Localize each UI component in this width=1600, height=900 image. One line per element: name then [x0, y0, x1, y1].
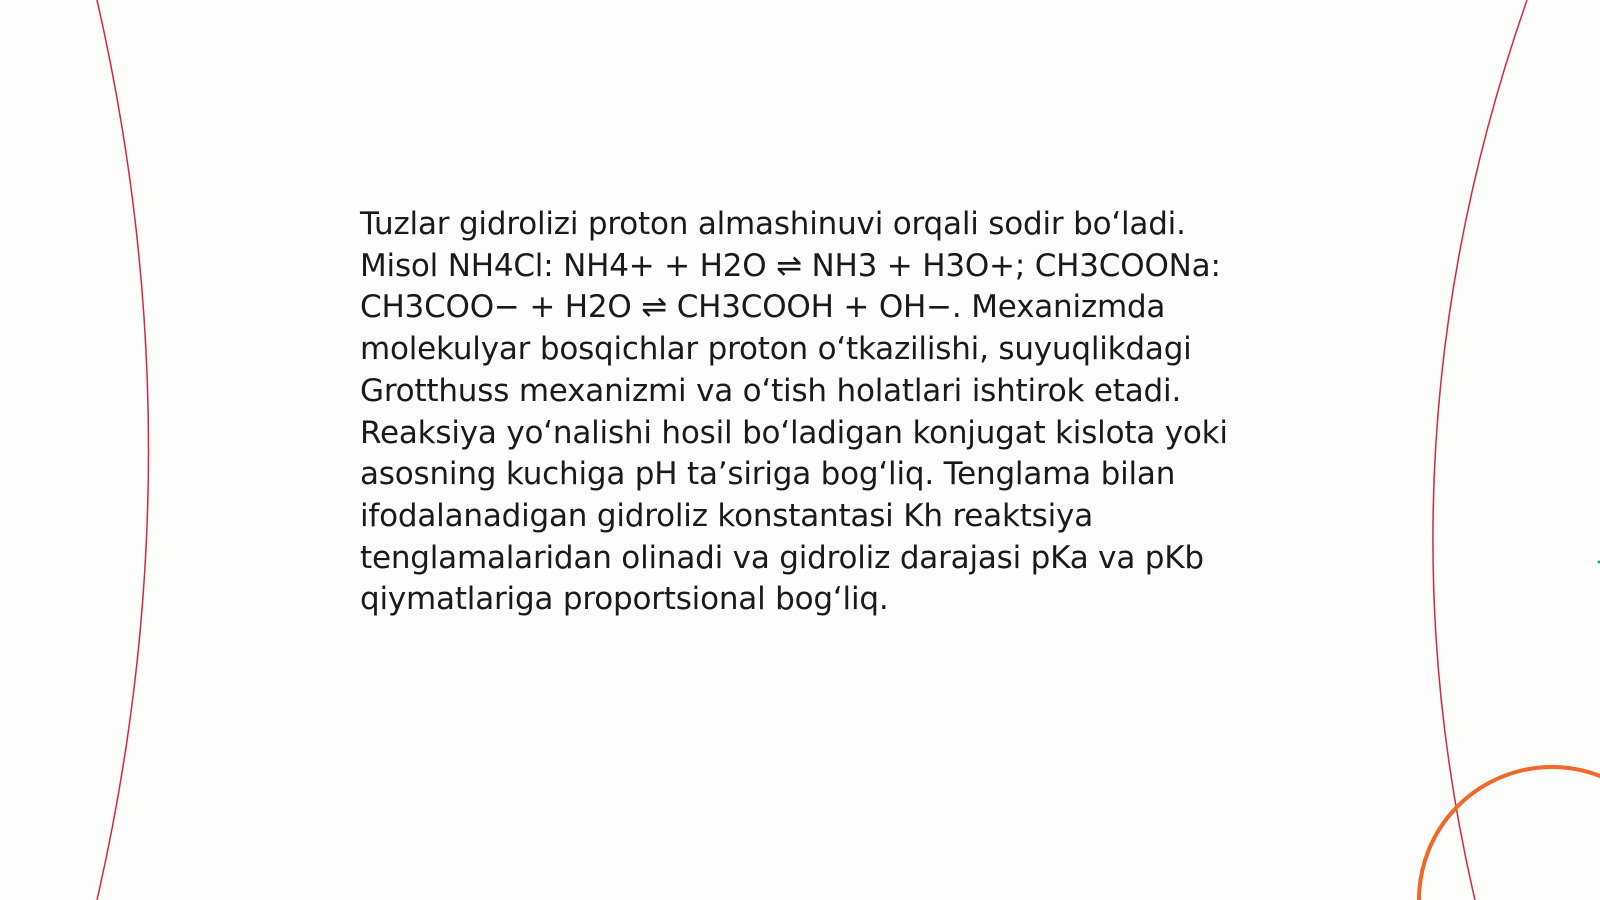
body-paragraph: Tuzlar gidrolizi proton almashinuvi orqali sodir boʻladi. Misol NH4Cl: NH4+ + H2O ⇌ NH3 + H3O+; CH3COONa: CH3COO− + H2O ⇌ CH3COOH + OH−. Mexanizmda molekulyar bosqichlar proton oʻtkazilishi, suyuqlikdagi Grotthuss mexanizmi va oʻtish holatlari ishtirok etadi. Reaksiya yoʻnalishi hosil boʻladigan konjugat kislota yoki asosning kuchiga pH taʼsiriga bogʻliq. Tenglama bilan ifodalanadigan gidroliz konstantasi Kh reaktsiya tenglamalaridan olinadi va gidroliz darajasi pKa va pKb qiymatlariga proportsional bogʻliq. — [360, 206, 1228, 618]
right-red-arc — [1433, 0, 1527, 900]
orange-circle-arc — [1419, 767, 1600, 900]
left-red-arc — [97, 0, 149, 900]
